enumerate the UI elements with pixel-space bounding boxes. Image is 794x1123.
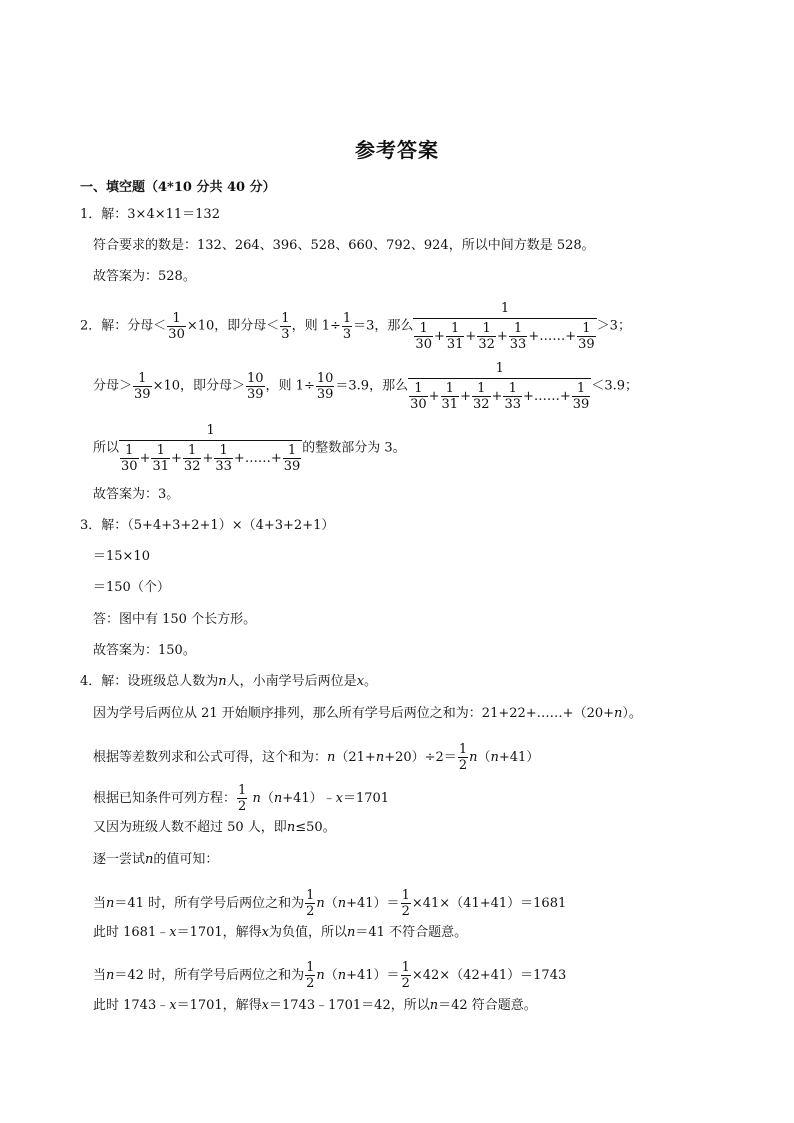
fraction: $\frac{1}{3}$ <box>342 310 352 342</box>
q2-line2: 分母＞ $\frac{1}{39}$ ×10，即分母＞ $\frac{10}{39}$ ，则 1÷ $\frac{10}{39}$ ＝3.9，那么 1 $\frac{1}{30}$ + $\frac{1}{31}$ + $\frac{1}{32}$ + $\frac{1}{33}$ +……+ $\frac{1}{39}$ ＜3.9； <box>93 361 639 412</box>
q4-line9: 当n＝42 时，所有学号后两位之和为 $\frac{1}{2}$ n（n+41）＝ $\frac{1}{2}$ ×42×（42+41）＝1743 <box>93 960 567 991</box>
q1-line3: 故答案为：528。 <box>93 269 196 284</box>
fraction: $\frac{1}{39}$ <box>134 370 151 402</box>
sum-reciprocal-fraction: 1 $\frac{1}{30}$ + $\frac{1}{31}$ + $\frac{1}{32}$ + $\frac{1}{33}$ +……+ $\frac{1}{39}$ <box>121 423 301 474</box>
q4-line3: 根据等差数列求和公式可得，这个和为：n（21+n+20）÷2＝ $\frac{1}{2}$ n（n+41） <box>93 742 540 773</box>
q1-line2: 符合要求的数是：132、264、396、528、660、792、924，所以中间方数是 528。 <box>93 238 595 253</box>
q4-line6: 逐一尝试n的值可知： <box>93 852 219 867</box>
q1-number: 1． <box>80 207 102 222</box>
sum-reciprocal-fraction: 1 $\frac{1}{30}$ + $\frac{1}{31}$ + $\frac{1}{32}$ + $\frac{1}{33}$ +……+ $\frac{1}{39}$ <box>410 361 590 412</box>
fraction: $\frac{1}{2}$ <box>306 960 315 991</box>
q1-line1: 1．解：3×4×11＝132 <box>80 207 220 222</box>
fraction: $\frac{10}{39}$ <box>316 370 334 402</box>
fraction: $\frac{1}{3}$ <box>281 310 290 342</box>
q4-line10: 此时 1743﹣x＝1701，解得x＝1743﹣1701＝42，所以n＝42 符合题意。 <box>93 998 537 1013</box>
q4-number: 4． <box>80 674 102 689</box>
fraction: $\frac{1}{2}$ <box>458 742 468 773</box>
q4-line1: 4．解：设班级总人数为n人，小南学号后两位是x。 <box>80 674 378 689</box>
q2-answer: 故答案为：3。 <box>93 487 180 502</box>
section-heading: 一、填空题（4*10 分共 40 分） <box>80 180 276 195</box>
q3-number: 3． <box>80 518 102 533</box>
fraction: $\frac{1}{2}$ <box>238 783 247 814</box>
q4-line4: 根据已知条件可列方程： $\frac{1}{2}$ n（n+41）﹣x＝1701 <box>93 783 390 814</box>
fraction: $\frac{1}{30}$ <box>168 310 185 342</box>
q4-line5: 又因为班级人数不超过 50 人，即n≤50。 <box>93 820 336 835</box>
q4-line8: 此时 1681﹣x＝1701，解得x为负值，所以n＝41 不符合题意。 <box>93 925 468 940</box>
fraction: $\frac{1}{2}$ <box>401 960 410 991</box>
q3-line1: 3．解：（5+4+3+2+1）×（4+3+2+1） <box>80 518 335 533</box>
fraction: $\frac{10}{39}$ <box>247 370 264 402</box>
q2-line3: 所以 1 $\frac{1}{30}$ + $\frac{1}{31}$ + $\frac{1}{32}$ + $\frac{1}{33}$ +……+ $\frac{1}{39}$ 的整数部分为 3。 <box>93 423 406 474</box>
q2-line1: 2．解：分母＜ $\frac{1}{30}$ ×10，即分母＜ $\frac{1}{3}$ ，则 1÷ $\frac{1}{3}$ ＝3，那么 1 $\frac{1}{30}$ + $\frac{1}{31}$ + $\frac{1}{32}$ + $\frac{1}{33}$ +……+ $\frac{1}{39}$ ＞3； <box>80 301 631 352</box>
q4-line7: 当n＝41 时，所有学号后两位之和为 $\frac{1}{2}$ n（n+41）＝ $\frac{1}{2}$ ×41×（41+41）＝1681 <box>93 888 567 919</box>
q2-number: 2． <box>80 318 102 334</box>
q4-line2: 因为学号后两位从 21 开始顺序排列，那么所有学号后两位之和为：21+22+……+（20+n）。 <box>93 706 642 721</box>
q3-line5: 故答案为：150。 <box>93 643 196 658</box>
q3-line2: ＝15×10 <box>93 549 150 564</box>
fraction: $\frac{1}{2}$ <box>401 888 410 919</box>
sum-reciprocal-fraction: 1 $\frac{1}{30}$ + $\frac{1}{31}$ + $\frac{1}{32}$ + $\frac{1}{33}$ +……+ $\frac{1}{39}$ <box>415 301 595 352</box>
page-title: 参考答案 <box>355 138 439 162</box>
q3-line3: ＝150（个） <box>93 580 170 595</box>
fraction: $\frac{1}{2}$ <box>306 888 315 919</box>
q3-line4: 答：图中有 150 个长方形。 <box>93 612 257 627</box>
